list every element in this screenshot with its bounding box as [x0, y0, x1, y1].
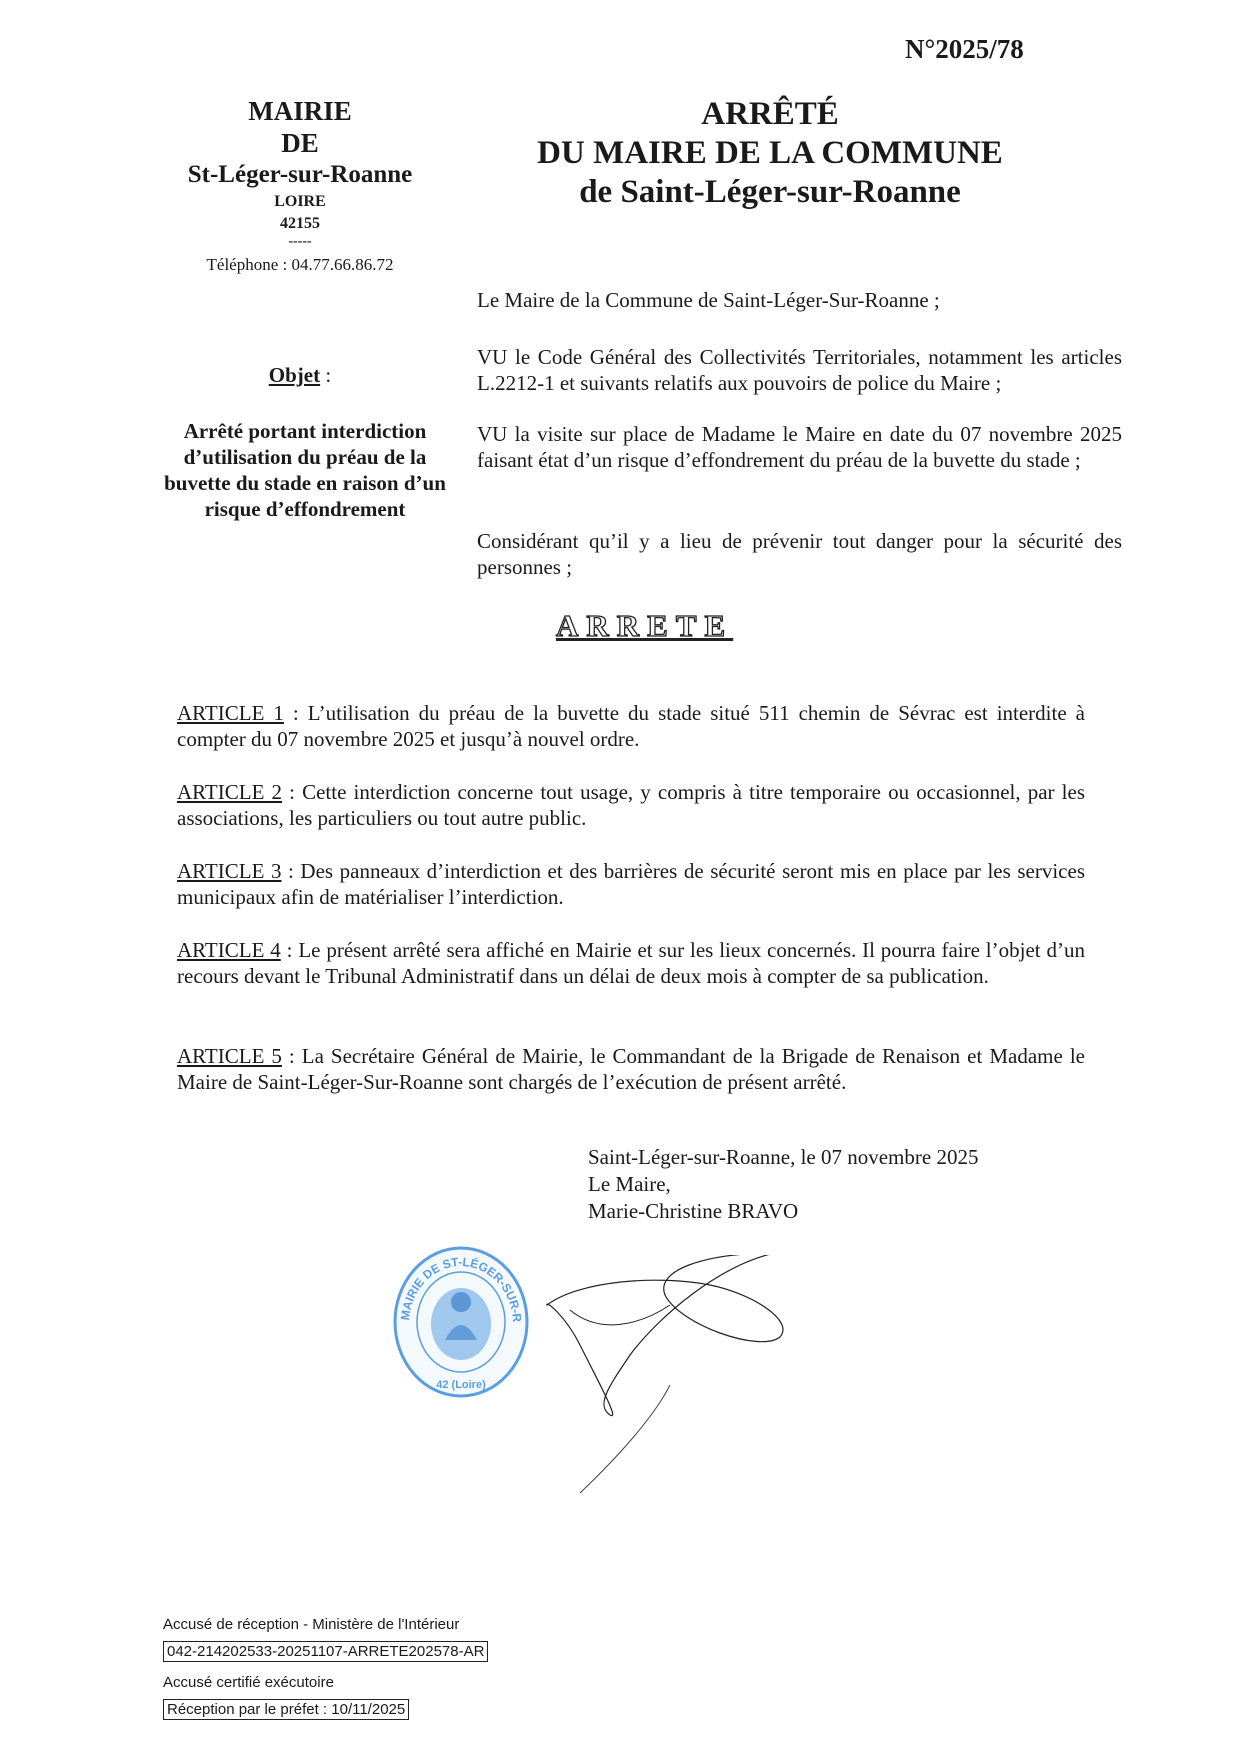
objet-label-text: Objet	[268, 363, 321, 387]
article-5	[177, 1043, 1085, 1095]
article-1-text: : L’utilisation du préau de la buvette du stade situé 511 chemin de Sévrac est interdite à compter du 07 novembre 2025 et jusqu’à nouvel ordre.	[177, 701, 1085, 751]
receipt-line3: Accusé certifié exécutoire	[163, 1674, 334, 1691]
signature-name: Marie-Christine BRAVO	[588, 1199, 799, 1223]
handwritten-signature	[540, 1255, 880, 1510]
article-2-label: ARTICLE 2	[177, 780, 283, 804]
intro-paragraph: Le Maire de la Commune de Saint-Léger-Sur-Roanne ;	[477, 288, 940, 312]
svg-text:42 (Loire): 42 (Loire)	[436, 1379, 486, 1391]
mairie-line5: 42155	[280, 215, 320, 232]
receipt-line4: Réception par le préfet : 10/11/2025	[163, 1699, 409, 1720]
article-4	[177, 937, 1085, 989]
considerant-paragraph: Considérant qu’il y a lieu de prévenir tout danger pour la sécurité des personnes ;	[477, 529, 1122, 579]
mairie-stamp	[385, 1240, 535, 1405]
signature-role: Le Maire,	[588, 1172, 671, 1196]
title-line2: DU MAIRE DE LA COMMUNE	[537, 135, 1003, 171]
svg-text:MAIRIE DE ST-LÉGER-SUR-ROANNE: MAIRIE DE ST-LÉGER-SUR-R	[397, 1254, 525, 1323]
article-5-label: ARTICLE 5	[177, 1044, 282, 1068]
article-2	[177, 779, 1085, 831]
objet-text: Arrêté portant interdiction d’utilisation du préau de la buvette du stade en raison d’un risque d’effondrement	[164, 419, 446, 521]
receipt-line2: 042-214202533-20251107-ARRETE202578-AR	[163, 1641, 488, 1662]
objet-label	[150, 363, 450, 388]
article-4-label: ARTICLE 4	[177, 938, 281, 962]
mairie-line2: DE	[281, 128, 319, 158]
signature-place-date: Saint-Léger-sur-Roanne, le 07 novembre 2025	[588, 1145, 979, 1169]
mairie-separator: -----	[288, 234, 312, 249]
signature-block	[588, 1144, 978, 1225]
document-title	[520, 95, 1020, 212]
article-3-text: : Des panneaux d’interdiction et des barrières de sécurité seront mis en place par les services municipaux afin de matérialiser l’interdiction.	[177, 859, 1085, 909]
article-4-text: : Le présent arrêté sera affiché en Mairie et sur les lieux concernés. Il pourra faire l’objet d’un recours devant le Tribunal Administratif dans un délai de deux mois à compter de sa publication.	[177, 938, 1085, 988]
document-number: N°2025/78	[905, 34, 1024, 64]
objet-label-suffix: :	[320, 363, 332, 387]
mairie-line1: MAIRIE	[248, 96, 352, 126]
article-3-label: ARTICLE 3	[177, 859, 282, 883]
mairie-phone: Téléphone : 04.77.66.86.72	[206, 255, 394, 274]
title-line3: de Saint-Léger-sur-Roanne	[579, 174, 961, 210]
mairie-header	[140, 95, 460, 275]
article-1	[177, 700, 1085, 752]
article-5-text: : La Secrétaire Général de Mairie, le Commandant de la Brigade de Renaison et Madame le Maire de Saint-Léger-Sur-Roanne sont chargés de l’exécution de présent arrêté.	[177, 1044, 1085, 1094]
arrete-heading: ARRETE	[556, 608, 734, 643]
article-1-label: ARTICLE 1	[177, 701, 284, 725]
vu-paragraph-2: VU la visite sur place de Madame le Maire en date du 07 novembre 2025 faisant état d’un risque d’effondrement du préau de la buvette du stade ;	[477, 422, 1122, 472]
article-2-text: : Cette interdiction concerne tout usage, y compris à titre temporaire ou occasionnel, par les associations, les particuliers ou tout autre public.	[177, 780, 1085, 830]
mairie-line3: St-Léger-sur-Roanne	[187, 161, 413, 188]
title-line1: ARRÊTÉ	[701, 96, 839, 132]
mairie-line4: LOIRE	[274, 193, 326, 210]
article-3	[177, 858, 1085, 910]
vu-paragraph-1: VU le Code Général des Collectivités Territoriales, notamment les articles L.2212-1 et suivants relatifs aux pouvoirs de police du Maire ;	[477, 345, 1122, 395]
receipt-line1: Accusé de réception - Ministère de l'Intérieur	[163, 1616, 460, 1633]
